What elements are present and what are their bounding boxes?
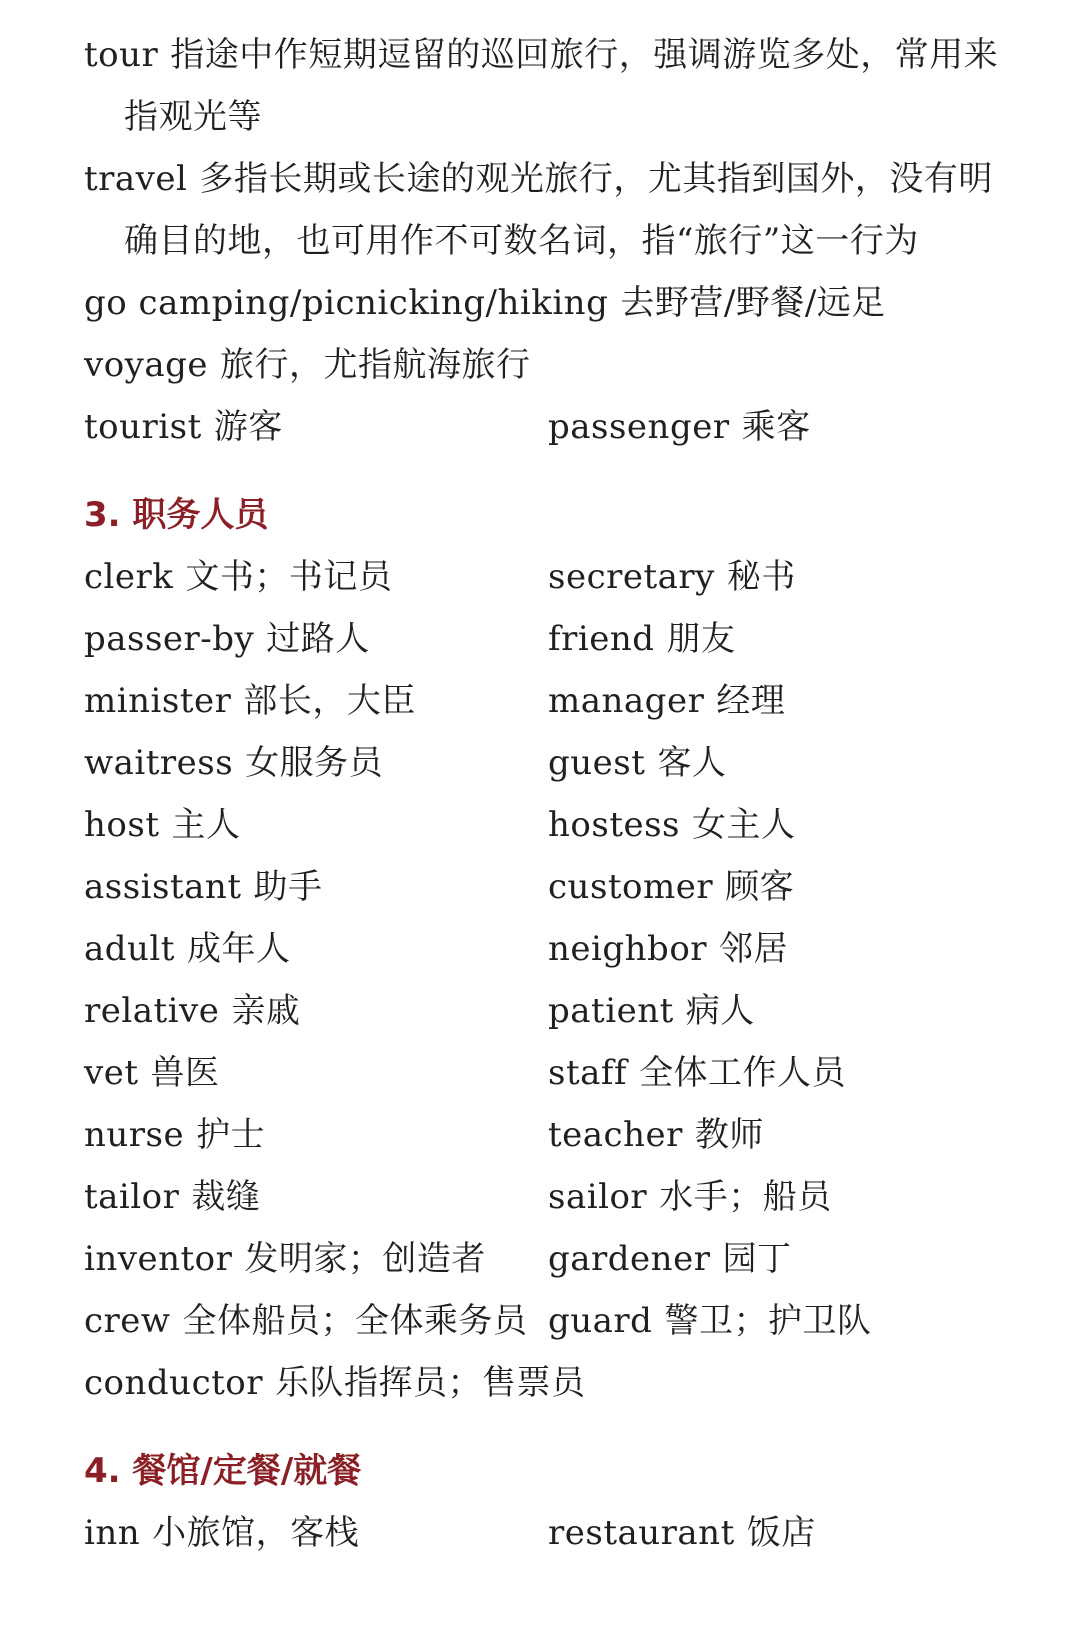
vocabulary-page — [84, 24, 1004, 1564]
vocab-row — [84, 608, 1004, 670]
gloss: 旅行，尤指航海旅行 — [220, 345, 531, 385]
section-heading-restaurant: 4. 餐馆/定餐/就餐 — [84, 1451, 362, 1491]
vocab-item — [548, 732, 726, 794]
vocab-item — [84, 1290, 548, 1352]
gloss: 顾客 — [725, 867, 795, 907]
gloss: 成年人 — [186, 929, 291, 969]
gloss: 女服务员 — [245, 743, 384, 783]
gloss: 饭店 — [746, 1513, 816, 1553]
term: sailor — [548, 1177, 648, 1217]
vocab-item — [84, 1042, 548, 1104]
definition-travel — [84, 148, 1004, 272]
gloss: 邻居 — [719, 929, 789, 969]
vocab-item — [84, 1104, 548, 1166]
term: tourist — [84, 407, 202, 447]
gloss: 园丁 — [722, 1239, 792, 1279]
gloss: 指途中作短期逗留的巡回旅行，强调游览多处，常用来指观光等 — [124, 35, 999, 137]
gloss: 乐队指挥员；售票员 — [275, 1363, 586, 1403]
term: host — [84, 805, 160, 845]
vocab-row — [84, 1290, 1004, 1352]
term: inventor — [84, 1239, 233, 1279]
vocab-row — [84, 980, 1004, 1042]
gloss: 水手；船员 — [659, 1177, 832, 1217]
vocab-item — [548, 1502, 816, 1564]
vocab-item — [548, 1104, 764, 1166]
gloss: 部长，大臣 — [243, 681, 416, 721]
term: neighbor — [548, 929, 708, 969]
gloss: 助手 — [253, 867, 323, 907]
vocab-item — [548, 856, 794, 918]
gloss: 去野营/野餐/远足 — [620, 283, 886, 323]
term: guard — [548, 1301, 653, 1341]
gloss: 过路人 — [266, 619, 370, 659]
gloss: 全体工作人员 — [639, 1053, 847, 1093]
term: teacher — [548, 1115, 683, 1155]
vocab-row — [84, 546, 1004, 608]
vocab-item-conductor — [84, 1352, 1004, 1414]
gloss: 警卫；护卫队 — [664, 1301, 872, 1341]
term: tailor — [84, 1177, 180, 1217]
term: voyage — [84, 345, 209, 385]
term: manager — [548, 681, 705, 721]
term: adult — [84, 929, 175, 969]
vocab-row — [84, 1502, 1004, 1564]
gloss: 经理 — [716, 681, 786, 721]
gloss: 裁缝 — [191, 1177, 261, 1217]
term: passenger — [548, 407, 730, 447]
term: guest — [548, 743, 646, 783]
gloss: 病人 — [685, 991, 755, 1031]
vocab-item — [548, 918, 788, 980]
vocab-row — [84, 918, 1004, 980]
vocab-row — [84, 1042, 1004, 1104]
term: inn — [84, 1513, 141, 1553]
vocab-item — [548, 980, 755, 1042]
term: patient — [548, 991, 674, 1031]
gloss: 教师 — [694, 1115, 764, 1155]
definition-go-camping — [84, 272, 1004, 334]
gloss: 护士 — [196, 1115, 266, 1155]
term: friend — [548, 619, 655, 659]
gloss: 主人 — [171, 805, 241, 845]
gloss: 发明家；创造者 — [244, 1239, 486, 1279]
vocab-row — [84, 1228, 1004, 1290]
definition-tour — [84, 24, 1004, 148]
term: gardener — [548, 1239, 711, 1279]
term: travel — [84, 159, 188, 199]
vocab-item — [84, 856, 548, 918]
term: assistant — [84, 867, 242, 907]
gloss: 乘客 — [741, 407, 811, 447]
gloss: 秘书 — [726, 557, 796, 597]
term: clerk — [84, 557, 174, 597]
vocab-row — [84, 732, 1004, 794]
vocab-item — [548, 608, 736, 670]
vocab-item — [548, 396, 811, 458]
vocab-item — [84, 794, 548, 856]
vocab-item — [548, 794, 796, 856]
term: staff — [548, 1053, 628, 1093]
vocab-row — [84, 670, 1004, 732]
vocab-row — [84, 1104, 1004, 1166]
gloss: 女主人 — [692, 805, 796, 845]
restaurant-list — [84, 1502, 1004, 1564]
vocab-item — [548, 1290, 871, 1352]
term: crew — [84, 1301, 171, 1341]
vocab-item — [84, 670, 548, 732]
definition-voyage — [84, 334, 1004, 396]
section-heading-personnel: 3. 职务人员 — [84, 495, 269, 535]
term: customer — [548, 867, 714, 907]
term: restaurant — [548, 1513, 735, 1553]
term: waitress — [84, 743, 234, 783]
term: hostess — [548, 805, 680, 845]
vocab-item — [84, 1166, 548, 1228]
vocab-item — [84, 396, 548, 458]
term: passer-by — [84, 619, 255, 659]
term: go camping/picnicking/hiking — [84, 283, 609, 323]
gloss: 客人 — [657, 743, 727, 783]
vocab-item — [548, 670, 785, 732]
vocab-item — [548, 1228, 791, 1290]
vocab-item — [84, 980, 548, 1042]
vocab-item — [84, 1228, 548, 1290]
term: tour — [84, 35, 159, 75]
vocab-row — [84, 856, 1004, 918]
vocab-row — [84, 396, 1004, 458]
vocab-item — [548, 1042, 846, 1104]
gloss: 多指长期或长途的观光旅行，尤其指到国外，没有明确目的地，也可用作不可数名词，指“旅行”这一行为 — [124, 159, 993, 261]
vocab-item — [84, 608, 548, 670]
vocab-item — [84, 1502, 548, 1564]
vocab-item — [548, 546, 796, 608]
personnel-list — [84, 546, 1004, 1352]
vocab-item — [84, 918, 548, 980]
gloss: 朋友 — [666, 619, 736, 659]
term: conductor — [84, 1363, 263, 1403]
term: secretary — [548, 557, 715, 597]
vocab-item — [84, 546, 548, 608]
gloss: 兽医 — [150, 1053, 220, 1093]
term: minister — [84, 681, 232, 721]
vocab-item — [548, 1166, 832, 1228]
vocab-row — [84, 1166, 1004, 1228]
term: relative — [84, 991, 220, 1031]
gloss: 文书；书记员 — [185, 557, 393, 597]
vocab-row — [84, 794, 1004, 856]
vocab-item — [84, 732, 548, 794]
term: vet — [84, 1053, 139, 1093]
gloss: 小旅馆，客栈 — [152, 1513, 360, 1553]
gloss: 游客 — [213, 407, 283, 447]
gloss: 亲戚 — [231, 991, 301, 1031]
term: nurse — [84, 1115, 185, 1155]
gloss: 全体船员；全体乘务员 — [182, 1301, 528, 1341]
